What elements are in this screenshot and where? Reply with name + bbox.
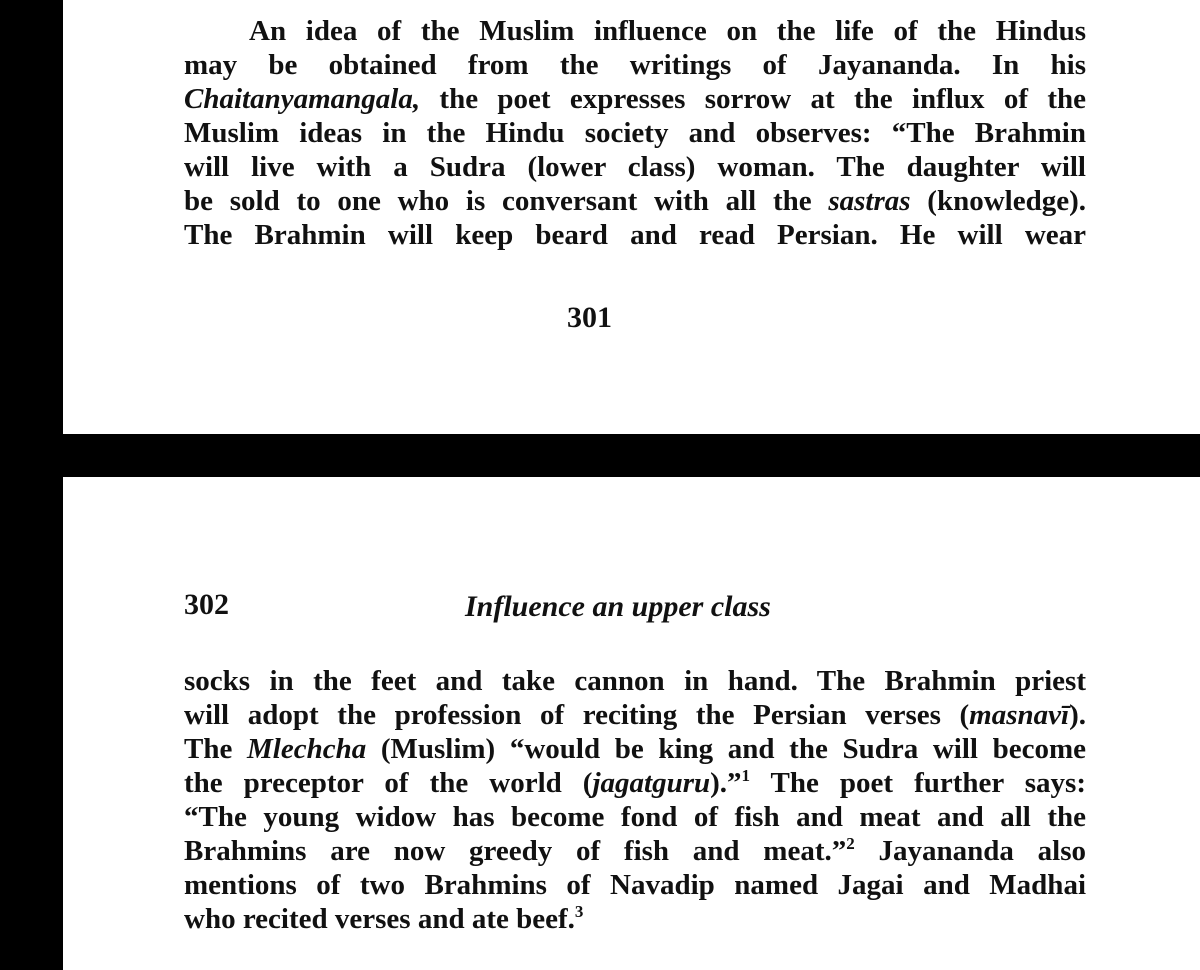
- paragraph-line: who recited verses and ate beef.$^3$: [184, 902, 584, 935]
- paragraph-line: The Brahmin will keep beard and read Persian. He will wear: [184, 219, 1086, 251]
- footnote-marker: 2: [846, 834, 855, 853]
- running-head: Influence an upper class: [465, 590, 771, 623]
- paragraph-line: be sold to one who is conversant with all the sastras (knowledge).: [184, 185, 1086, 217]
- page-number: 302: [184, 588, 229, 621]
- paragraph-line: “The young widow has become fond of fish and meat and all the: [184, 801, 1086, 833]
- page-number: 301: [567, 301, 612, 334]
- paragraph-line: the preceptor of the world (jagatguru).”$^1$ The poet further says:: [184, 766, 1086, 799]
- paragraph-line: socks in the feet and take cannon in hand. The Brahmin priest: [184, 665, 1086, 697]
- paragraph-line: may be obtained from the writings of Jayananda. In his: [184, 49, 1086, 81]
- paragraph-line: will live with a Sudra (lower class) woman. The daughter will: [184, 151, 1086, 183]
- italic-term: sastras: [828, 185, 911, 217]
- top-page: [63, 0, 1200, 434]
- italic-term: Mlechcha: [246, 733, 367, 765]
- paragraph-line: Brahmins are now greedy of fish and meat.”$^2$ Jayananda also: [184, 834, 1086, 867]
- italic-term: Chaitanyamangala,: [184, 83, 421, 115]
- paragraph-line: The Mlechcha (Muslim) “would be king and the Sudra will become: [184, 733, 1086, 765]
- italic-term: masnavī: [969, 699, 1070, 731]
- bottom-page: [63, 477, 1200, 970]
- footnote-marker: 1: [741, 766, 751, 785]
- paragraph-line: mentions of two Brahmins of Navadip named Jagai and Madhai: [184, 869, 1086, 901]
- paragraph-line: Muslim ideas in the Hindu society and observes: “The Brahmin: [184, 117, 1086, 149]
- footnote-marker: 3: [574, 902, 584, 921]
- italic-term: jagatguru: [592, 767, 711, 799]
- paragraph-line: will adopt the profession of reciting the Persian verses (masnavī).: [184, 699, 1086, 731]
- paragraph-line: An idea of the Muslim influence on the life of the Hindus: [249, 15, 1086, 47]
- paragraph-line: Chaitanyamangala, the poet expresses sorrow at the influx of the: [184, 83, 1086, 115]
